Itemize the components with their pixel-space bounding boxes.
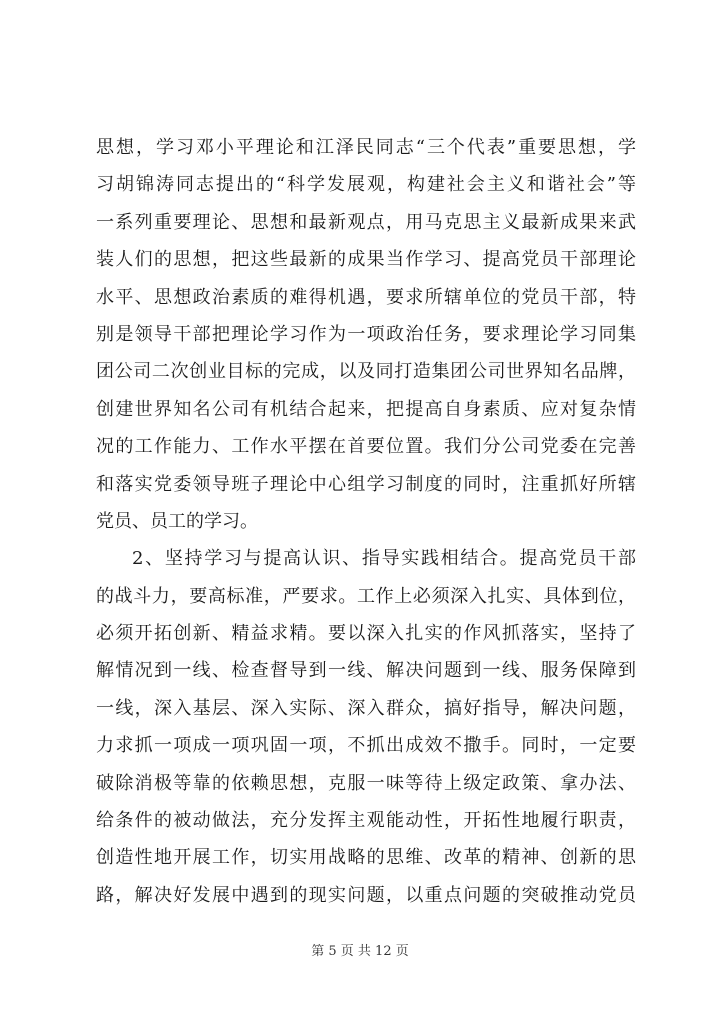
text-line: 团公司二次创业目标的完成，以及同打造集团公司世界知名品牌， [96,361,636,383]
text-line: 必须开拓创新、精益求精。要以深入扎实的作风抓落实，坚持了 [96,623,636,645]
page-number-footer: 第 5 页 共 12 页 [311,944,409,959]
text-line: 水平、思想政治素质的难得机遇，要求所辖单位的党员干部，特 [96,286,636,308]
text-line: 路，解决好发展中遇到的现实问题，以重点问题的突破推动党员 [96,884,636,906]
body-text [96,129,636,914]
text-line: 况的工作能力、工作水平摆在首要位置。我们分公司党委在完善 [96,436,636,458]
paragraph-1 [96,129,636,540]
text-line: 破除消极等靠的依赖思想，克服一味等待上级定政策、拿办法、 [96,772,636,794]
text-line: 别是领导干部把理论学习作为一项政治任务，要求理论学习同集 [96,323,636,345]
text-line: 思想，学习邓小平理论和江泽民同志“三个代表”重要思想，学 [96,137,636,158]
text-line: 创造性地开展工作，切实用战略的思维、改革的精神、创新的思 [96,847,636,869]
text-line: 解情况到一线、检查督导到一线、解决问题到一线、服务保障到 [96,660,636,682]
text-line: 创建世界知名公司有机结合起来，把提高自身素质、应对复杂情 [96,398,636,420]
text-line: 给条件的被动做法，充分发挥主观能动性，开拓性地履行职责， [96,810,636,832]
text-line: 党员、员工的学习。 [96,510,258,532]
text-line: 力求抓一项成一项巩固一项，不抓出成效不撒手。同时，一定要 [96,735,636,757]
text-line: 一线，深入基层、深入实际、深入群众，搞好指导，解决问题， [96,697,636,719]
text-line: 的战斗力，要高标准，严要求。工作上必须深入扎实、具体到位， [96,585,636,607]
text-line: 习胡锦涛同志提出的“科学发展观，构建社会主义和谐社会”等 [96,174,636,196]
text-line: 2、坚持学习与提高认识、指导实践相结合。提高党员干部 [132,548,636,570]
text-line: 一系列重要理论、思想和最新观点，用马克思主义最新成果来武 [96,211,636,233]
paragraph-2 [96,540,636,914]
text-line: 装人们的思想，把这些最新的成果当作学习、提高党员干部理论 [96,249,636,271]
text-line: 和落实党委领导班子理论中心组学习制度的同时，注重抓好所辖 [96,473,636,495]
